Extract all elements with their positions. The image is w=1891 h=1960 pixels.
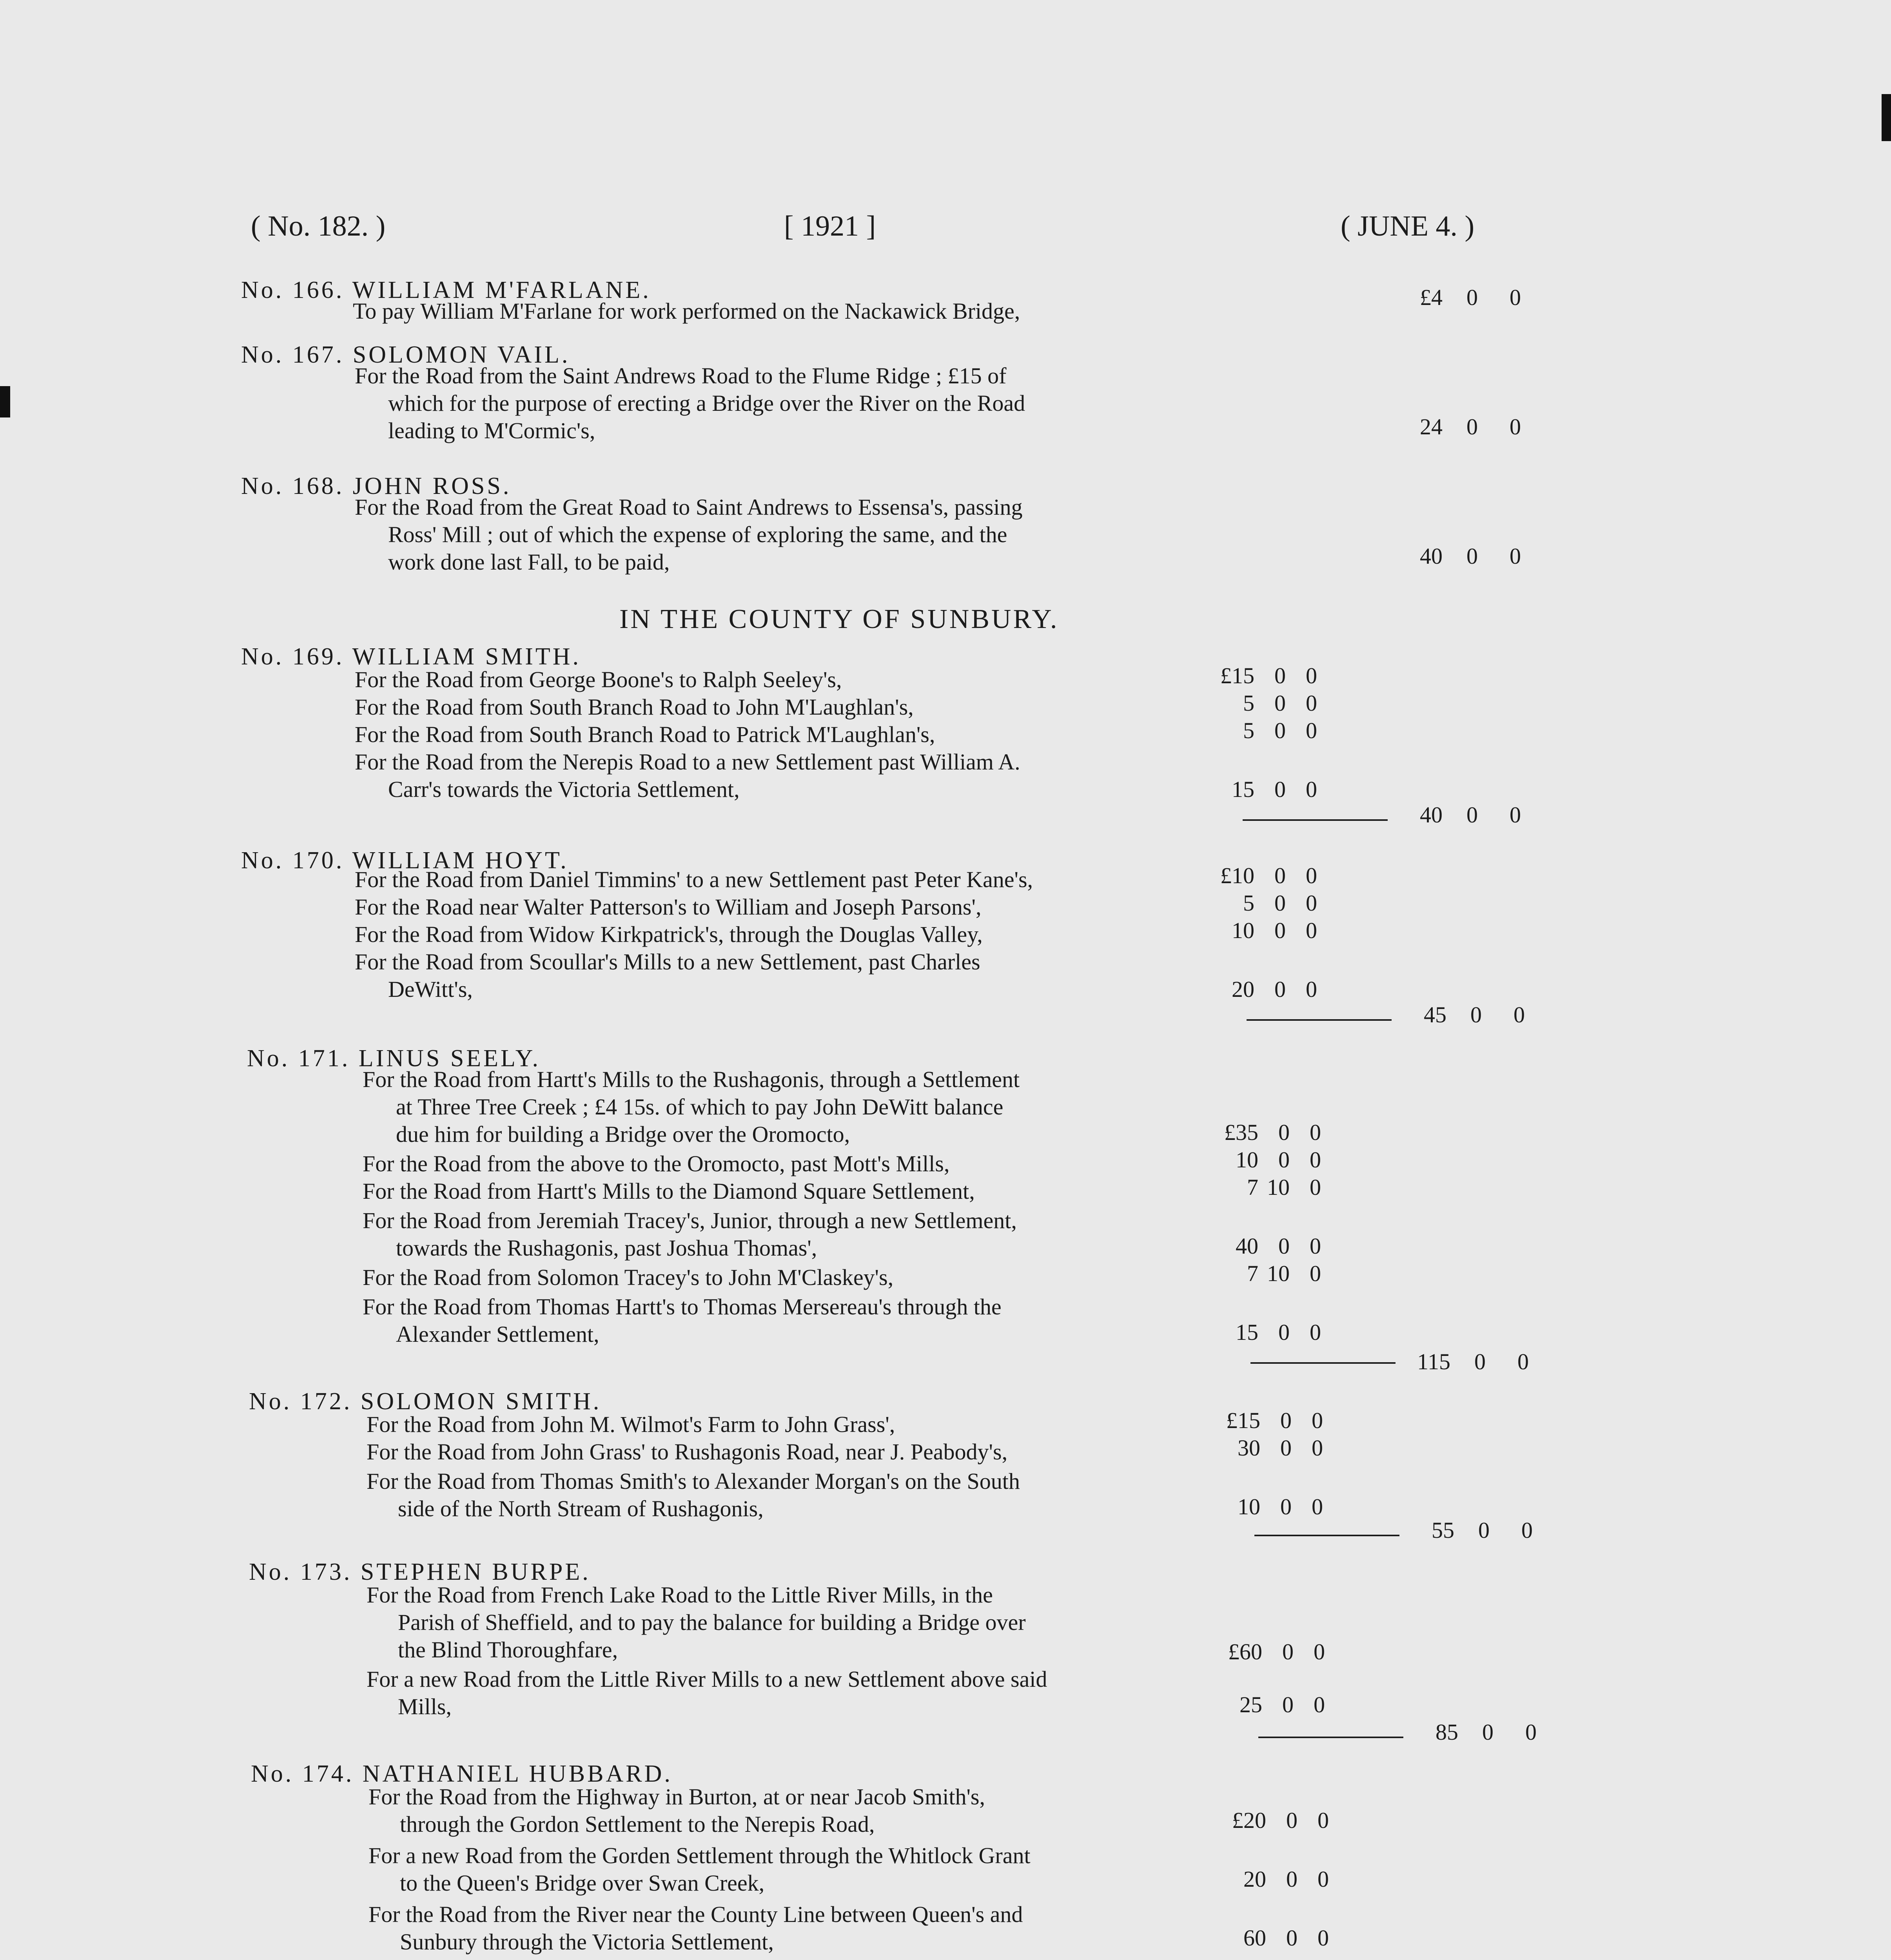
line-amount: 15 0 0 [1232, 777, 1317, 802]
entry-line: Mills, [398, 1694, 452, 1719]
line-amount: 25 0 0 [1239, 1692, 1325, 1717]
entry-line: For a new Road from the Gorden Settlement through the Whitlock Grant [368, 1843, 1031, 1868]
entry-line: For the Road from John Grass' to Rushagonis Road, near J. Peabody's, [367, 1439, 1008, 1465]
entry-line: For the Road from Thomas Hartt's to Thomas Mersereau's through the [363, 1294, 1002, 1319]
entry-line: work done last Fall, to be paid, [388, 549, 670, 575]
entry-line: For the Road from the above to the Oromocto, past Mott's Mills, [363, 1151, 950, 1176]
entry-number: No. 166. [241, 277, 345, 303]
entry-line: For the Road near Walter Patterson's to William and Joseph Parsons', [355, 894, 982, 920]
entry-line: Parish of Sheffield, and to pay the balance for building a Bridge over [398, 1610, 1026, 1635]
entry-total: £4 0 0 [1420, 285, 1521, 310]
entry-number: No. 169. [241, 643, 345, 670]
entry-name: WILLIAM M'FARLANE. [352, 277, 651, 303]
entry-line: leading to M'Cormic's, [388, 418, 595, 443]
entry-line: due him for building a Bridge over the Oromocto, [396, 1122, 850, 1147]
line-amount: £15 0 0 [1226, 1408, 1323, 1433]
entry-line: Carr's towards the Victoria Settlement, [388, 777, 740, 802]
entry-line: For the Road from South Branch Road to Patrick M'Laughlan's, [355, 722, 935, 747]
entry-name: STEPHEN BURPE. [360, 1559, 591, 1585]
entry-line: For the Road from the River near the County Line between Queen's and [368, 1902, 1023, 1927]
line-amount: £35 0 0 [1224, 1120, 1321, 1145]
entry-line: DeWitt's, [388, 976, 473, 1002]
entry-total: 40 0 0 [1420, 543, 1521, 569]
entry-name: JOHN ROSS. [352, 473, 512, 499]
scan-mark-left-top [0, 386, 10, 417]
line-amount: £20 0 0 [1232, 1808, 1329, 1833]
entry-name: WILLIAM HOYT. [352, 847, 569, 874]
entry-total: 55 0 0 [1432, 1517, 1533, 1543]
subtotal-rule [1247, 1019, 1392, 1021]
subtotal-rule [1250, 1362, 1396, 1364]
line-amount: 10 0 0 [1232, 918, 1317, 943]
entry-number: No. 172. [249, 1388, 352, 1415]
entry-line: For the Road from Solomon Tracey's to John M'Claskey's, [363, 1265, 894, 1290]
entry-total: 85 0 0 [1435, 1719, 1537, 1745]
entry-line: For the Road from George Boone's to Ralph Seeley's, [355, 667, 842, 692]
entry-total: 24 0 0 [1420, 414, 1521, 439]
entry-line: For the Road from Hartt's Mills to the Diamond Square Settlement, [363, 1178, 975, 1204]
entry-line: to the Queen's Bridge over Swan Creek, [400, 1870, 765, 1896]
entry-total: 45 0 0 [1424, 1002, 1525, 1027]
entry-total: 115 0 0 [1417, 1349, 1529, 1374]
entry-number: No. 168. [241, 473, 345, 499]
line-amount: 20 0 0 [1232, 976, 1317, 1002]
entry-line: For the Road from Hartt's Mills to the Rushagonis, through a Settlement [363, 1067, 1020, 1092]
entry-name: LINUS SEELY. [358, 1045, 541, 1072]
entry-name: SOLOMON VAIL. [352, 341, 570, 368]
entry-number: No. 173. [249, 1559, 352, 1585]
line-amount: 7 10 0 [1247, 1261, 1321, 1286]
entry-line: For the Road from Jeremiah Tracey's, Junior, through a new Settlement, [363, 1208, 1017, 1233]
entry-line: For the Road from the Saint Andrews Road to the Flume Ridge ; £15 of [355, 363, 1007, 388]
entry-line: For the Road from French Lake Road to the Little River Mills, in the [367, 1582, 993, 1608]
header-date: ( JUNE 4. ) [1341, 210, 1475, 242]
line-amount: 10 0 0 [1238, 1494, 1323, 1519]
entry-line: Alexander Settlement, [396, 1321, 599, 1347]
entry-line: For the Road from Daniel Timmins' to a new Settlement past Peter Kane's, [355, 867, 1033, 892]
entry-name: WILLIAM SMITH. [352, 643, 581, 670]
entry-name: NATHANIEL HUBBARD. [362, 1760, 673, 1787]
entry-line: For the Road from John M. Wilmot's Farm to John Grass', [367, 1412, 895, 1437]
entry-line: Ross' Mill ; out of which the expense of exploring the same, and the [388, 522, 1007, 547]
line-amount: £60 0 0 [1228, 1639, 1325, 1664]
entry-line: Sunbury through the Victoria Settlement, [400, 1929, 774, 1955]
entry-number: No. 167. [241, 341, 345, 368]
entry-line: the Blind Thoroughfare, [398, 1637, 618, 1662]
entry-line: To pay William M'Farlane for work performed on the Nackawick Bridge, [353, 298, 1020, 324]
entry-line: For a new Road from the Little River Mills to a new Settlement above said [367, 1666, 1047, 1692]
line-amount: 5 0 0 [1243, 718, 1317, 743]
line-amount: £10 0 0 [1220, 863, 1317, 888]
entry-number: No. 174. [251, 1760, 354, 1787]
entry-number: No. 170. [241, 847, 345, 874]
line-amount: 40 0 0 [1236, 1233, 1321, 1259]
line-amount: 5 0 0 [1243, 690, 1317, 716]
header-number: ( No. 182. ) [251, 210, 386, 242]
entry-line: For the Road from the Great Road to Saint Andrews to Essensa's, passing [355, 494, 1023, 520]
header-page: [ 1921 ] [784, 210, 876, 242]
entry-line: through the Gordon Settlement to the Nerepis Road, [400, 1811, 875, 1837]
subtotal-rule [1258, 1737, 1403, 1738]
entry-line: towards the Rushagonis, past Joshua Thomas', [396, 1235, 817, 1261]
line-amount: 60 0 0 [1243, 1925, 1329, 1951]
county-heading: IN THE COUNTY OF SUNBURY. [619, 604, 1059, 634]
entry-line: side of the North Stream of Rushagonis, [398, 1496, 764, 1521]
line-amount: £15 0 0 [1220, 663, 1317, 688]
entry-line: For the Road from the Highway in Burton, at or near Jacob Smith's, [368, 1784, 985, 1809]
line-amount: 20 0 0 [1243, 1866, 1329, 1892]
line-amount: 10 0 0 [1236, 1147, 1321, 1172]
subtotal-rule [1243, 819, 1388, 821]
entry-line: For the Road from the Nerepis Road to a new Settlement past William A. [355, 749, 1020, 775]
entry-total: 40 0 0 [1420, 802, 1521, 828]
entry-name: SOLOMON SMITH. [360, 1388, 602, 1415]
line-amount: 30 0 0 [1238, 1435, 1323, 1461]
line-amount: 7 10 0 [1247, 1174, 1321, 1200]
entry-line: at Three Tree Creek ; £4 15s. of which to pay John DeWitt balance [396, 1094, 1004, 1120]
entry-line: which for the purpose of erecting a Bridge over the River on the Road [388, 390, 1025, 416]
entry-line: For the Road from Thomas Smith's to Alexander Morgan's on the South [367, 1468, 1020, 1494]
line-amount: 5 0 0 [1243, 890, 1317, 916]
entry-line: For the Road from Widow Kirkpatrick's, through the Douglas Valley, [355, 922, 983, 947]
subtotal-rule [1254, 1535, 1399, 1536]
line-amount: 15 0 0 [1236, 1319, 1321, 1345]
entry-line: For the Road from South Branch Road to John M'Laughlan's, [355, 694, 914, 720]
scan-mark-right-top [1882, 94, 1891, 141]
entry-line: For the Road from Scoullar's Mills to a new Settlement, past Charles [355, 949, 980, 975]
entry-number: No. 171. [247, 1045, 350, 1072]
